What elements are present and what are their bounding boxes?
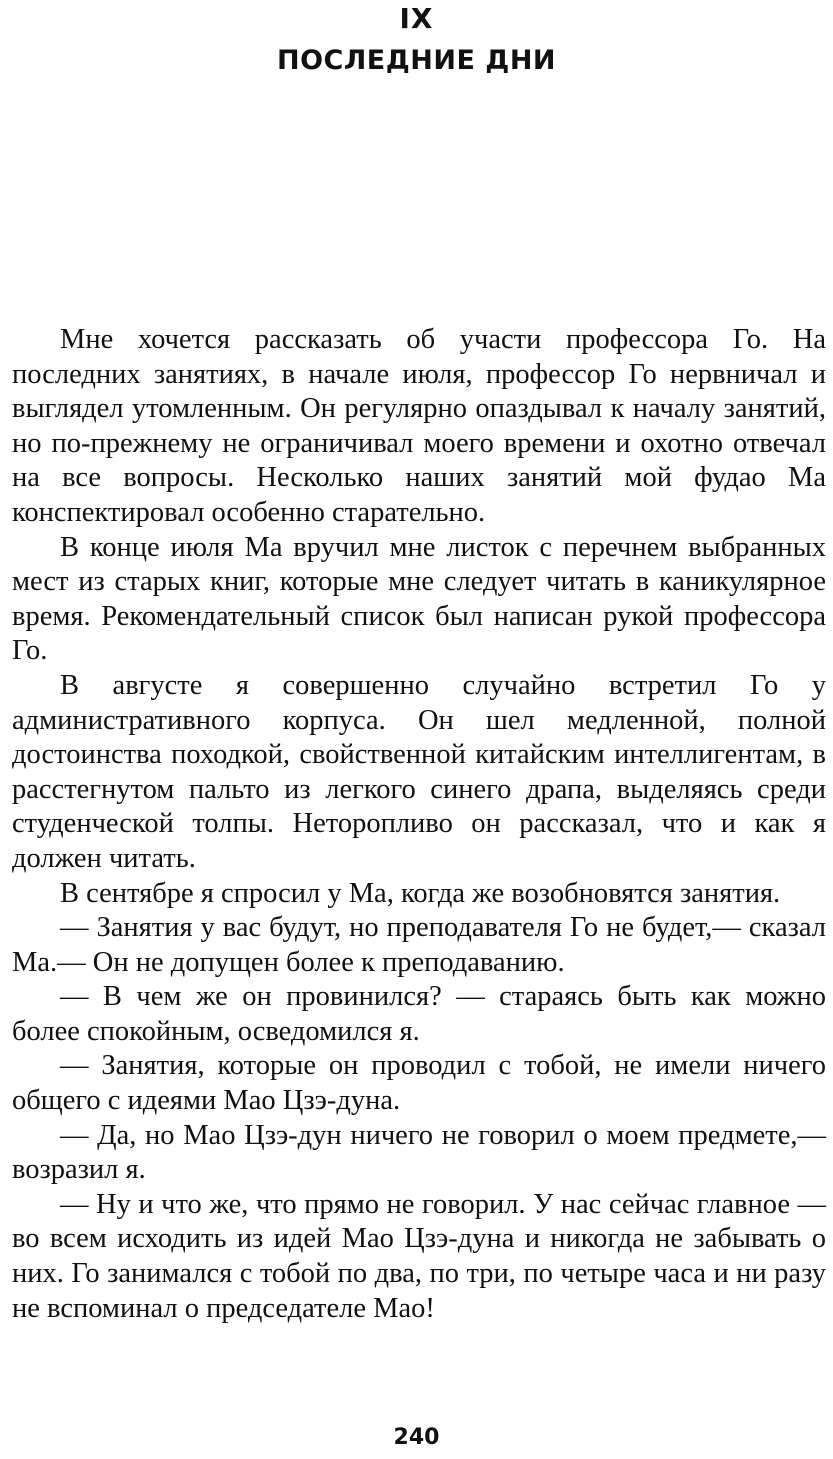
page-number: 240 [393, 1425, 440, 1450]
paragraph: — Занятия, которые он проводил с тобой, не имели ничего общего с идеями Мао Цзэ-дуна. [12, 1050, 826, 1117]
chapter-title: ПОСЛЕДНИЕ ДНИ [276, 45, 557, 76]
paragraph: В конце июля Ма вручил мне листок с перечнем выбранных мест из старых книг, которые мне следует читать в каникулярное время. Рекомендательный список был написан рукой профессора Го. [12, 531, 826, 667]
paragraph: Мне хочется рассказать об участи профессора Го. На последних занятиях, в начале июля, профессор Го нервничал и выглядел утомленным. Он регулярно опаздывал к началу занятий, но по-прежнему не ограничивал моего времени и охотно отвечал на все вопросы. Несколько наших занятий мой фудао Ма конспектировал особенно старательно. [12, 324, 826, 528]
body-text [12, 323, 826, 1326]
paragraph: — Ну и что же, что прямо не говорил. У нас сейчас главное — во всем исходить из идей Мао Цзэ-дуна и никогда не забывать о них. Го занимался с тобой по два, по три, по четыре часа и ни разу не вспоминал о председателе Мао! [12, 1188, 826, 1324]
chapter-number: IX [399, 2, 434, 35]
paragraph: — В чем же он провинился? — стараясь быть как можно более спокойным, осведомился я. [12, 981, 826, 1047]
paragraph: — Занятия у вас будут, но преподавателя Го не будет,— сказал Ма.— Он не допущен более к преподаванию. [12, 912, 826, 978]
paragraph: В сентябре я спросил у Ма, когда же возобновятся занятия. [60, 877, 781, 909]
paragraph: В августе я совершенно случайно встретил Го у административного корпуса. Он шел медленной, полной достоинства походкой, свойственной китайским интеллигентам, в расстегнутом пальто из легкого синего драпа, выделяясь среди студенческой толпы. Неторопливо он рассказал, что и как я должен читать. [12, 669, 826, 874]
paragraph: — Да, но Мао Цзэ-дун ничего не говорил о моем предмете,— возразил я. [12, 1119, 826, 1186]
